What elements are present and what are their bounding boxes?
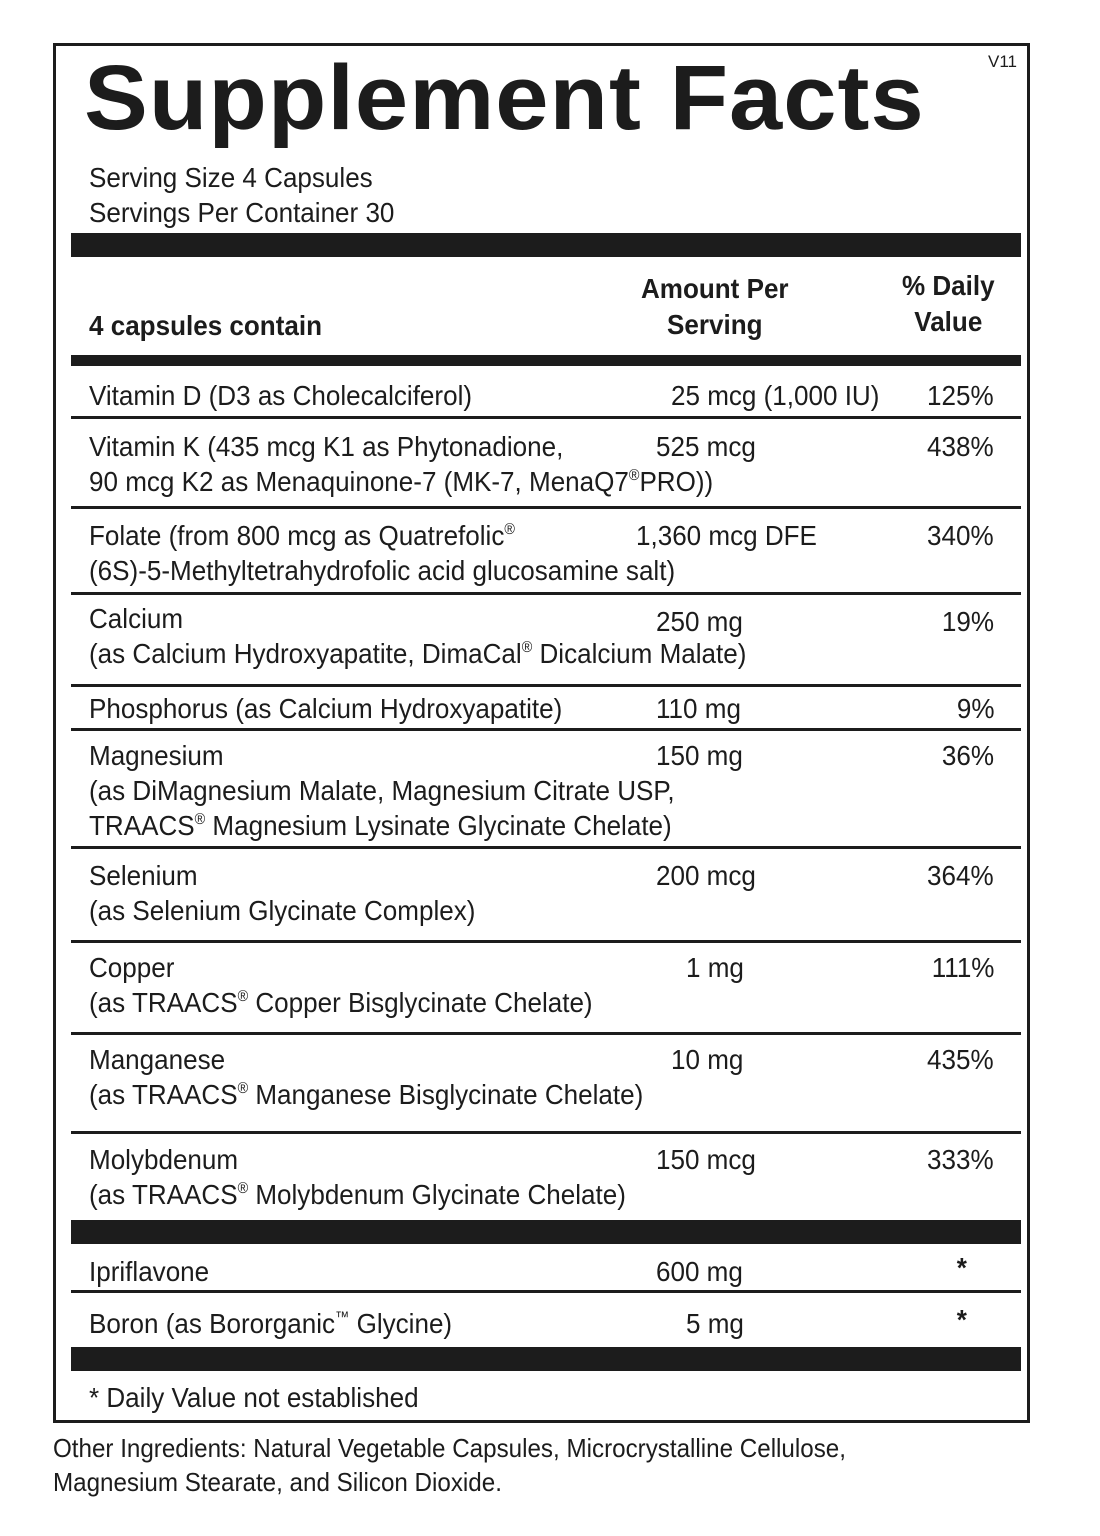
- nutrient-dv: 340%: [927, 520, 994, 551]
- nutrient-name-line2: (as TRAACS® Molybdenum Glycinate Chelate): [89, 1179, 626, 1210]
- nutrient-name: [89, 950, 593, 1020]
- nutrient-name-line1: Calcium: [89, 603, 184, 634]
- servings-per-container: Servings Per Container 30: [89, 197, 395, 228]
- row-divider: [71, 728, 1021, 731]
- nutrient-dv: 333%: [927, 1144, 994, 1175]
- nutrient-dv: 36%: [941, 740, 994, 771]
- row-divider: [71, 506, 1021, 509]
- nutrient-name: [89, 1042, 643, 1112]
- nutrient-name: Vitamin D (D3 as Cholecalciferol): [89, 380, 473, 411]
- nutrient-amount: 25 mcg (1,000 IU): [671, 380, 880, 411]
- nutrient-name: [89, 858, 475, 928]
- nutrient-dv: 125%: [927, 380, 994, 411]
- serving-size: Serving Size 4 Capsules: [89, 162, 373, 193]
- row-divider: [71, 592, 1021, 595]
- nutrient-name: Ipriflavone: [89, 1256, 210, 1287]
- nutrient-name-line1: Selenium: [89, 860, 198, 891]
- registered-mark: ®: [628, 467, 640, 485]
- nutrient-name-line2: (as TRAACS® Copper Bisglycinate Chelate): [89, 987, 593, 1018]
- nutrient-dv: 438%: [927, 431, 994, 462]
- nutrient-name: [89, 429, 713, 499]
- nutrient-amount: 250 mg: [656, 606, 743, 637]
- registered-mark: ®: [237, 1180, 249, 1198]
- row-divider: [71, 846, 1021, 849]
- panel-title: Supplement Facts: [84, 47, 925, 149]
- nutrient-name-line3: TRAACS® Magnesium Lysinate Glycinate Chelate): [89, 810, 672, 841]
- nutrient-dv: *: [956, 1252, 967, 1283]
- nutrient-name-line1: Folate (from 800 mcg as Quatrefolic®: [89, 520, 515, 551]
- nutrient-name-line2: (as TRAACS® Manganese Bisglycinate Chelate): [89, 1079, 644, 1110]
- supplement-facts-panel: [53, 43, 1030, 1423]
- header-amount-line1: Amount Per: [641, 273, 789, 304]
- registered-mark: ®: [521, 639, 533, 657]
- header-daily-value: [902, 268, 995, 341]
- trademark-mark: ™: [335, 1309, 350, 1327]
- thick-divider-header: [71, 355, 1021, 366]
- version-label: V11: [988, 52, 1017, 71]
- nutrient-dv: 9%: [956, 693, 994, 724]
- nutrient-name: [89, 601, 746, 671]
- header-contains: 4 capsules contain: [89, 310, 323, 341]
- thick-divider-middle: [71, 1220, 1021, 1244]
- registered-mark: ®: [237, 1080, 249, 1098]
- registered-mark: ®: [237, 988, 249, 1006]
- nutrient-name-line2: 90 mcg K2 as Menaquinone-7 (MK-7, MenaQ7®PRO)): [89, 466, 714, 497]
- nutrient-name: Boron (as Bororganic™ Glycine): [89, 1308, 453, 1339]
- nutrient-dv: 435%: [927, 1044, 994, 1075]
- thick-divider-bottom: [71, 1347, 1021, 1371]
- header-dv-line2: Value: [914, 306, 983, 338]
- header-amount-line2: Serving: [667, 309, 763, 341]
- other-ingredients-line1: Other Ingredients: Natural Vegetable Capsules, Microcrystalline Cellulose,: [53, 1433, 846, 1463]
- row-divider: [71, 416, 1021, 419]
- nutrient-amount: 10 mg: [671, 1044, 744, 1075]
- row-divider: [71, 1290, 1021, 1293]
- nutrient-amount: 150 mcg: [656, 1144, 756, 1175]
- nutrient-name-line1: Molybdenum: [89, 1144, 239, 1175]
- nutrient-dv: 19%: [941, 606, 994, 637]
- serving-info: [89, 160, 394, 230]
- nutrient-amount: 110 mg: [656, 693, 741, 724]
- registered-mark: ®: [194, 811, 206, 829]
- nutrient-name-line2: (as DiMagnesium Malate, Magnesium Citrate USP,: [89, 775, 675, 806]
- nutrient-amount: 1 mg: [686, 952, 744, 983]
- nutrient-amount: 1,360 mcg DFE: [636, 520, 817, 551]
- nutrient-dv: 364%: [927, 860, 994, 891]
- row-divider: [71, 940, 1021, 943]
- nutrient-amount: 150 mg: [656, 740, 743, 771]
- nutrient-name: Phosphorus (as Calcium Hydroxyapatite): [89, 693, 563, 724]
- nutrient-amount: 5 mg: [686, 1308, 744, 1339]
- row-divider: [71, 1131, 1021, 1134]
- nutrient-amount: 200 mcg: [656, 860, 756, 891]
- footnote: * Daily Value not established: [89, 1382, 419, 1413]
- header-amount: [641, 271, 789, 344]
- nutrient-name: [89, 1142, 626, 1212]
- nutrient-dv: 111%: [931, 952, 994, 983]
- other-ingredients-line2: Magnesium Stearate, and Silicon Dioxide.: [53, 1466, 502, 1497]
- registered-mark: ®: [504, 521, 515, 539]
- nutrient-amount: 525 mcg: [656, 431, 756, 462]
- nutrient-name-line1: Magnesium: [89, 740, 224, 771]
- nutrient-name-line1: Vitamin K (435 mcg K1 as Phytonadione,: [89, 431, 564, 462]
- row-divider: [71, 1032, 1021, 1035]
- other-ingredients: [53, 1432, 846, 1500]
- nutrient-name-line2: (as Calcium Hydroxyapatite, DimaCal® Dicalcium Malate): [89, 638, 747, 669]
- nutrient-name: [89, 738, 675, 843]
- nutrient-name: [89, 518, 675, 588]
- nutrient-name-line1: Manganese: [89, 1044, 226, 1075]
- row-divider: [71, 684, 1021, 687]
- nutrient-name-line2: (as Selenium Glycinate Complex): [89, 895, 476, 926]
- nutrient-name-line2: (6S)-5-Methyltetrahydrofolic acid glucosamine salt): [89, 555, 676, 586]
- nutrient-amount: 600 mg: [656, 1256, 743, 1287]
- nutrient-name-line1: Copper: [89, 952, 175, 983]
- nutrient-dv: *: [956, 1304, 967, 1335]
- header-dv-line1: % Daily: [902, 270, 995, 301]
- thick-divider-top: [71, 233, 1021, 257]
